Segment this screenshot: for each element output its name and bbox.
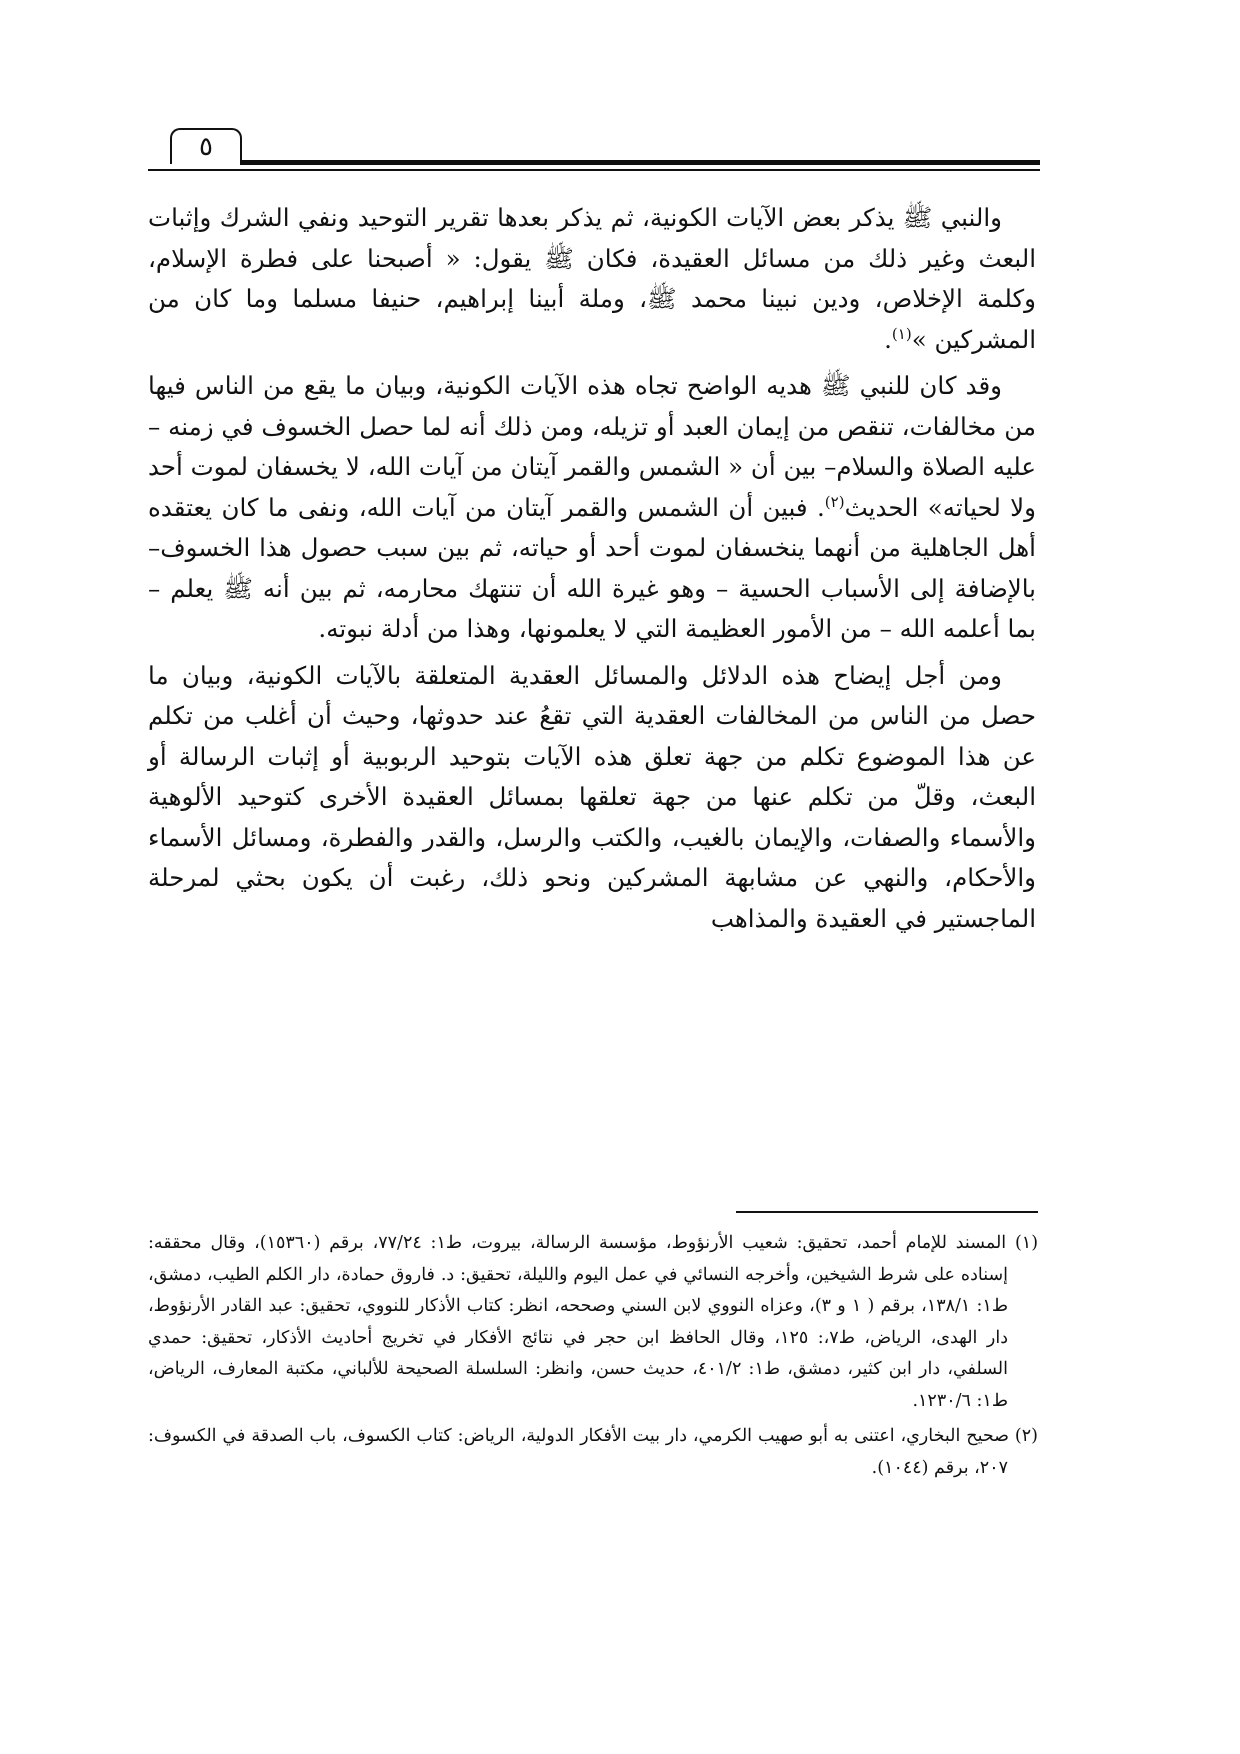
footnote-1: (١) المسند للإمام أحمد، تحقيق: شعيب الأرنؤوط، مؤسسة الرسالة، بيروت، ط١: ٧٧/٢٤، برقم (١٥٣٦٠)، وقال محققه: إسناده على شرط الشيخين، وأخرجه النسائي في عمل اليوم والليلة، تحقيق: د. فاروق حمادة، دار الكلم الطيب، دمشق، ط١: ١٣٨/١، برقم ( ١ و ٣)، وعزاه النووي لابن السني وصححه، انظر: كتاب الأذكار للنووي، تحقيق: عبد القادر الأرنؤوط، دار الهدى، الرياض، ط٧،: ١٢٥، وقال الحافظ ابن حجر في نتائج الأفكار في تخريج أحاديث الأذكار، تحقيق: حمدي السلفي، دار ابن كثير، دمشق، ط١: ٤٠١/٢، حديث حسن، وانظر: السلسلة الصحيحة للألباني، مكتبة المعارف، الرياض، ط١: ١٢٣٠/٦. xyxy=(148,1233,1039,1411)
header-rule-thick xyxy=(240,160,1040,165)
paragraph-1-tail: . xyxy=(884,324,892,354)
footnotes xyxy=(148,1228,1038,1488)
page-number-text: ٥ xyxy=(199,132,213,162)
paragraph-2-tail: . فبين أن الشمس والقمر آيتان من آيات الله، ونفى ما كان يعتقده أهل الجاهلية من أنهما ينخسفان لموت أحد أو حياته، ثم بين سبب حصول هذا الخسوف– بالإضافة إلى الأسباب الحسية – وهو غيرة الله أن تنتهك محارمه، ثم بين أنه ﷺ يعلم – بما أعلمه الله – من الأمور العظيمة التي لا يعلمونها، وهذا من أدلة نبوته. xyxy=(148,492,1036,643)
paragraph-1 xyxy=(148,198,1036,360)
paragraph-3-text: ومن أجل إيضاح هذه الدلائل والمسائل العقدية المتعلقة بالآيات الكونية، وبيان ما حصل من الناس من المخالفات العقدية التي تقعُ عند حدوثها، وحيث أن أغلب من تكلم عن هذا الموضوع تكلم من جهة تعلق هذه الآيات بتوحيد الربوبية أو إثبات الرسالة أو البعث، وقلّ من تكلم عنها من جهة تعلقها بمسائل العقيدة الأخرى كتوحيد الألوهية والأسماء والصفات، والإيمان بالغيب، والكتب والرسل، والقدر والفطرة، ومسائل الأسماء والأحكام، والنهي عن مشابهة المشركين ونحو ذلك، رغبت أن يكون بحثي لمرحلة الماجستير في العقيدة والمذاهب xyxy=(148,660,1036,933)
footnote-separator xyxy=(736,1211,1038,1213)
paragraph-2 xyxy=(148,366,1036,650)
main-text xyxy=(148,198,1036,945)
paragraph-1-text: والنبي ﷺ يذكر بعض الآيات الكونية، ثم يذكر بعدها تقرير التوحيد ونفي الشرك وإثبات البعث وغير ذلك من مسائل العقيدة، فكان ﷺ يقول: « أصبحنا على فطرة الإسلام، وكلمة الإخلاص، ودين نبينا محمد ﷺ، وملة أبينا إبراهيم، حنيفا مسلما وما كان من المشركين » xyxy=(148,203,1036,354)
paragraph-2-text: وقد كان للنبي ﷺ هديه الواضح تجاه هذه الآيات الكونية، وبيان ما يقع من الناس فيها من مخالفات، تنقص من إيمان العبد أو تزيله، ومن ذلك أنه لما حصل الخسوف في زمنه –عليه الصلاة والسلام– بين أن « الشمس والقمر آيتان من آيات الله، لا يخسفان لموت أحد ولا لحياته» الحديث xyxy=(148,371,1036,522)
footnote-ref-1[interactable]: (١) xyxy=(891,324,912,343)
footnote-2: (٢) صحيح البخاري، اعتنى به أبو صهيب الكرمي، دار بيت الأفكار الدولية، الرياض: كتاب الكسوف، باب الصدقة في الكسوف: ٢٠٧، برقم (١٠٤٤). xyxy=(148,1426,1038,1478)
paragraph-3 xyxy=(148,656,1036,940)
footnote-ref-2[interactable]: (٢) xyxy=(824,492,845,511)
page-number xyxy=(170,128,242,164)
header-rule-thin xyxy=(148,169,1040,171)
